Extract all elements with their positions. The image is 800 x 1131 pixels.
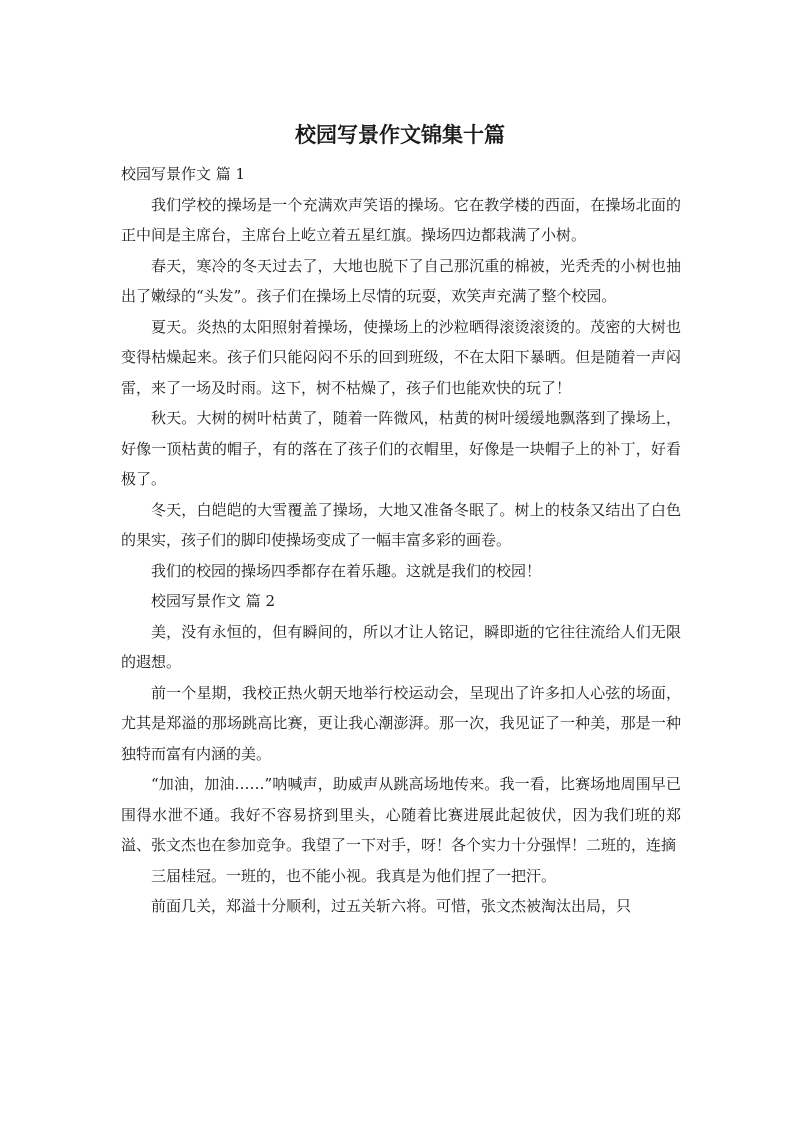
paragraph: 前一个星期，我校正热火朝天地举行校运动会，呈现出了许多扣人心弦的场面，尤其是郑溢的那场跳高比赛，更让我心潮澎湃。那一次，我见证了一种美，那是一种独特而富有内涵的美。 (121, 683, 681, 763)
paragraph: 秋天。大树的树叶枯黄了，随着一阵微风，枯黄的树叶缓缓地飘落到了操场上，好像一顶枯黄的帽子，有的落在了孩子们的衣帽里，好像是一块帽子上的补丁，好看极了。 (121, 409, 681, 488)
document-body (121, 159, 681, 922)
paragraph: 夏天。炎热的太阳照射着操场，使操场上的沙粒晒得滚烫滚烫的。茂密的大树也变得枯燥起来。孩子们只能闷闷不乐的回到班级，不在太阳下暴晒。但是随着一声闷雷，来了一场及时雨。这下，树不枯燥了，孩子们也能欢快的玩了！ (121, 317, 681, 397)
paragraph: 校园写景作文 篇 1 (121, 165, 246, 183)
paragraph: 前面几关，郑溢十分顺利，过五关斩六将。可惜，张文杰被淘汰出局，只 (151, 897, 632, 915)
paragraph: 校园写景作文 篇 2 (151, 592, 276, 610)
paragraph: 我们学校的操场是一个充满欢声笑语的操场。它在教学楼的西面，在操场北面的正中间是主席台，主席台上屹立着五星红旗。操场四边都栽满了小树。 (121, 195, 681, 244)
paragraph: 冬天，白皑皑的大雪覆盖了操场，大地又准备冬眠了。树上的枝条又结出了白色的果实，孩子们的脚印使操场变成了一幅丰富多彩的画卷。 (121, 500, 681, 549)
paragraph: 我们的校园的操场四季都存在着乐趣。这就是我们的校园！ (151, 561, 542, 580)
paragraph: 春天，寒冷的冬天过去了，大地也脱下了自己那沉重的棉被，光秃秃的小树也抽出了嫩绿的“头发”。孩子们在操场上尽情的玩耍，欢笑声充满了整个校园。 (121, 256, 681, 305)
paragraph: “加油，加油……”呐喊声，助威声从跳高场地传来。我一看，比赛场地周围早已围得水泄不通。我好不容易挤到里头，心随着比赛进展此起彼伏，因为我们班的郑溢、张文杰也在参加竞争。我望了一下对手，呀！各个实力十分强悍！二班的，连摘 (121, 775, 681, 854)
paragraph: 三届桂冠。一班的，也不能小视。我真是为他们捏了一把汗。 (151, 866, 557, 885)
document-title: 校园写景作文锦集十篇 (295, 123, 505, 147)
paragraph: 美，没有永恒的，但有瞬间的，所以才让人铭记，瞬即逝的它往往流给人们无限的遐想。 (121, 622, 681, 671)
